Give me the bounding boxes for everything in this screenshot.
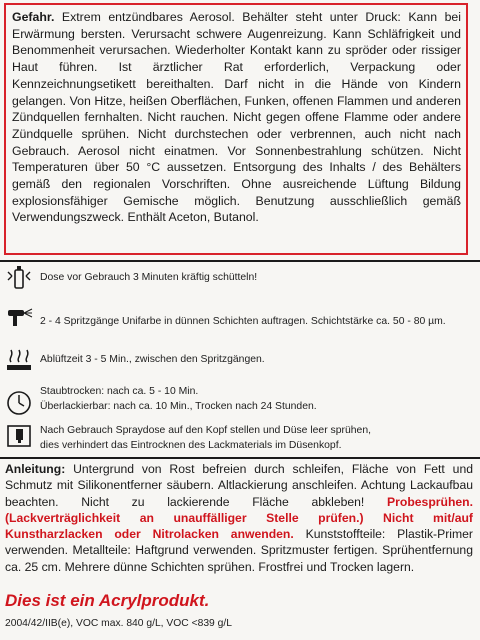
step-flash-off-text: Ablüftzeit 3 - 5 Min., zwischen den Spritzgängen. [40, 354, 265, 365]
step-drying-text [40, 384, 474, 414]
clean-nozzle-line-2: dies verhindert das Eintrocknen des Lackmaterials im Düsenkopf. [40, 440, 342, 451]
step-clean-nozzle-text [40, 423, 474, 453]
spray-gun-icon [4, 304, 34, 330]
flash-off-icon [4, 346, 34, 372]
divider-top [0, 260, 480, 262]
divider-bottom [0, 457, 480, 459]
inverted-can-icon [4, 423, 34, 449]
step-shake-text: Dose vor Gebrauch 3 Minuten kräftig schütteln! [40, 272, 258, 283]
drying-recoat: Überlackierbar: nach ca. 10 Min., Trocken nach 24 Stunden. [40, 401, 317, 412]
warning-text: Extrem entzündbares Aerosol. Behälter steht unter Druck: Kann bei Erwärmung bersten. Verursacht schwere Augenreizung. Kann Schläfrigkeit und Benommenheit verursachen. Wiederholter Kontakt kann zu spröder oder rissiger Haut führen. Ist ärztlicher Rat erforderlich, Verpackung oder Kennzeichnungsetikett bereithalten. Darf nicht in die Hände von Kindern gelangen. Von Hitze, heißen Oberflächen, Funken, offenen Flammen und anderen Zündquellen fernhalten. Nicht rauchen. Nicht gegen offene Flamme oder andere Zündquelle sprühen. Nicht durchstechen oder verbrennen, auch nicht nach Gebrauch. Aerosol nicht einatmen. Vor Sonnenbestrahlung schützen. Nicht Temperaturen über 50 °C aussetzen. Entsorgung des Inhalts / des Behälters gemäß den regionalen Vorschriften. Ohne ausreichende Lüftung Bildung explosionsfähiger Gemische möglich. Benutzung ausschließlich gemäß Verwendungszweck. Enthält Aceton, Butanol. [12, 10, 461, 225]
instructions-paragraph [5, 461, 473, 575]
instructions-red-warning: Probesprühen. (Lackverträglichkeit an unauffälliger Stelle prüfen.) Nicht mit/auf Kunstharzlacken oder Nitrolacken anwenden. [5, 494, 474, 542]
instructions-part-2: Kunststoffteile: Plastik-Primer verwenden. Metallteile: Haftgrund verwenden. Spritzmuster fertigen. Sprühentfernung ca. 25 cm. Mehrere dünne Schichten sprühen. Frostfrei und Trocken lagern. [5, 527, 473, 574]
clean-nozzle-line-1: Nach Gebrauch Spraydose auf den Kopf stellen und Düse leer sprühen, [40, 425, 371, 436]
warning-title: Gefahr. [12, 10, 55, 24]
acryl-product-note: Dies ist ein Acrylprodukt. [5, 591, 210, 610]
shake-can-icon [4, 264, 34, 290]
clock-icon [4, 390, 34, 416]
step-spray-text: 2 - 4 Spritzgänge Unifarbe in dünnen Schichten auftragen. Schichtstärke ca. 50 - 80 µm. [40, 316, 446, 327]
drying-dust-dry: Staubtrocken: nach ca. 5 - 10 Min. [40, 386, 199, 397]
voc-note: 2004/42/IIB(e), VOC max. 840 g/L, VOC <839 g/L [5, 618, 232, 629]
hazard-warning-box [4, 3, 468, 255]
instructions-part-1: Untergrund von Rost befreien durch schleifen, Fläche von Fett und Schmutz mit Silikonentferner säubern. Altlackierung anschleifen. Achtung Lackaufbau beachten. Nicht zu lackierende Fläche abkleben! [5, 462, 473, 509]
instructions-label: Anleitung: [5, 462, 66, 476]
